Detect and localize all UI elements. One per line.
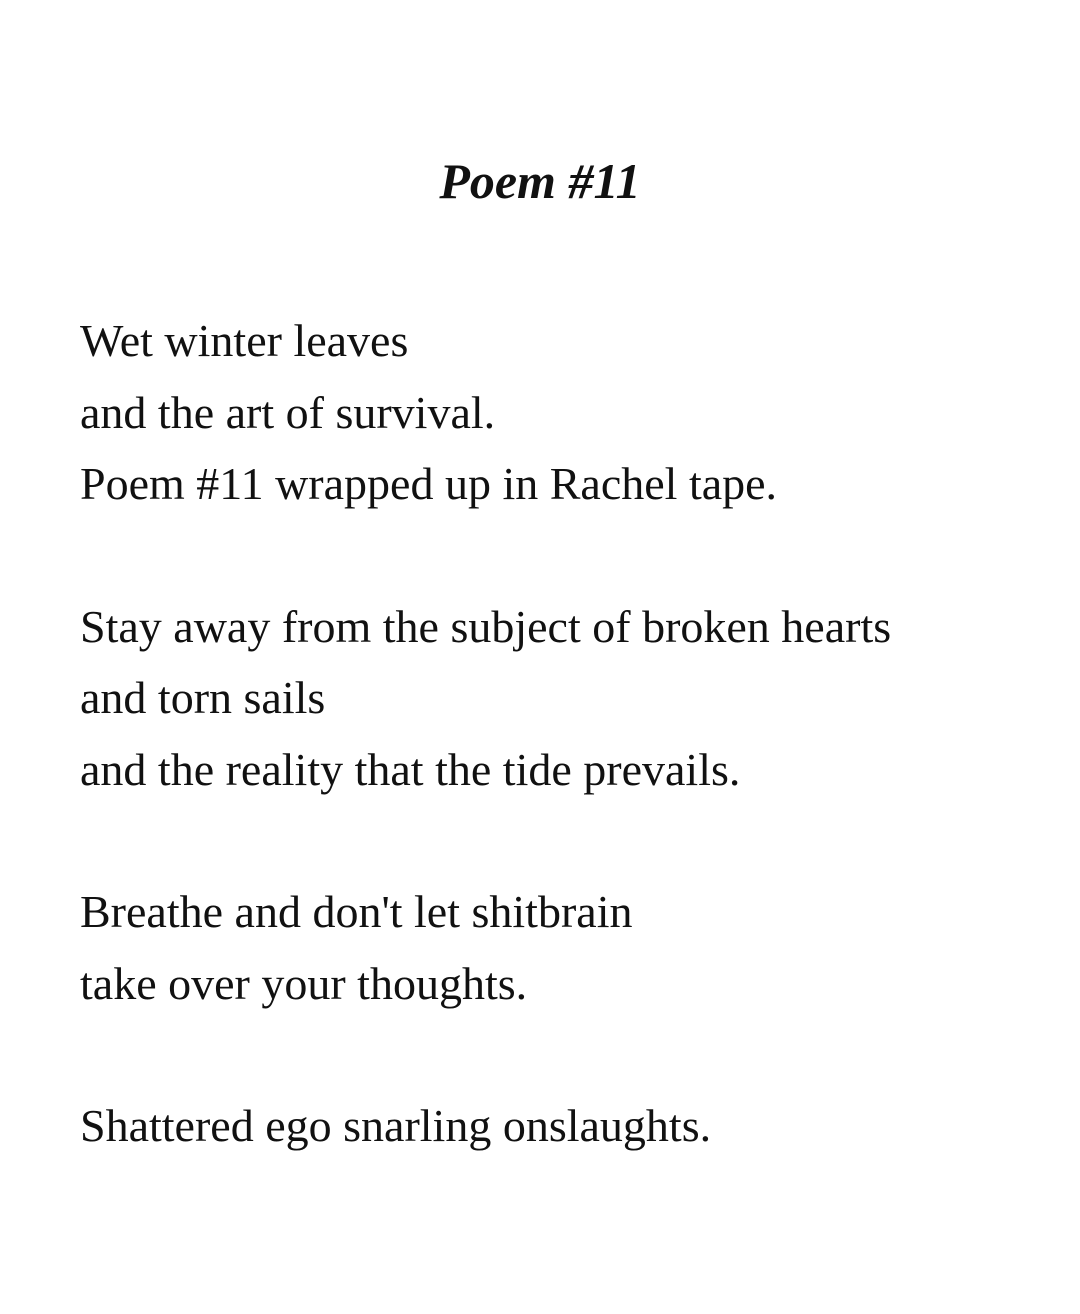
poem-line: and the art of survival. — [80, 386, 496, 438]
stanza-1 — [80, 305, 1040, 520]
poem-line: Poem #11 wrapped up in Rachel tape. — [80, 458, 778, 509]
poem-body — [80, 305, 1040, 1233]
stanza-2 — [80, 591, 1040, 806]
poem-line: Wet winter leaves — [80, 315, 409, 366]
poem-line: and the reality that the tide prevails. — [80, 743, 741, 795]
poem-line: Breathe and don't let shitbrain — [80, 886, 633, 937]
poem-line: Shattered ego snarling onslaughts. — [80, 1100, 712, 1151]
stanza-3 — [80, 876, 1040, 1019]
poem-line: take over your thoughts. — [80, 957, 528, 1009]
stanza-4 — [80, 1090, 1040, 1162]
poem-line: and torn sails — [80, 672, 326, 723]
poem-title: Poem #11 — [439, 153, 641, 209]
poem-line: Stay away from the subject of broken hearts — [80, 600, 892, 652]
